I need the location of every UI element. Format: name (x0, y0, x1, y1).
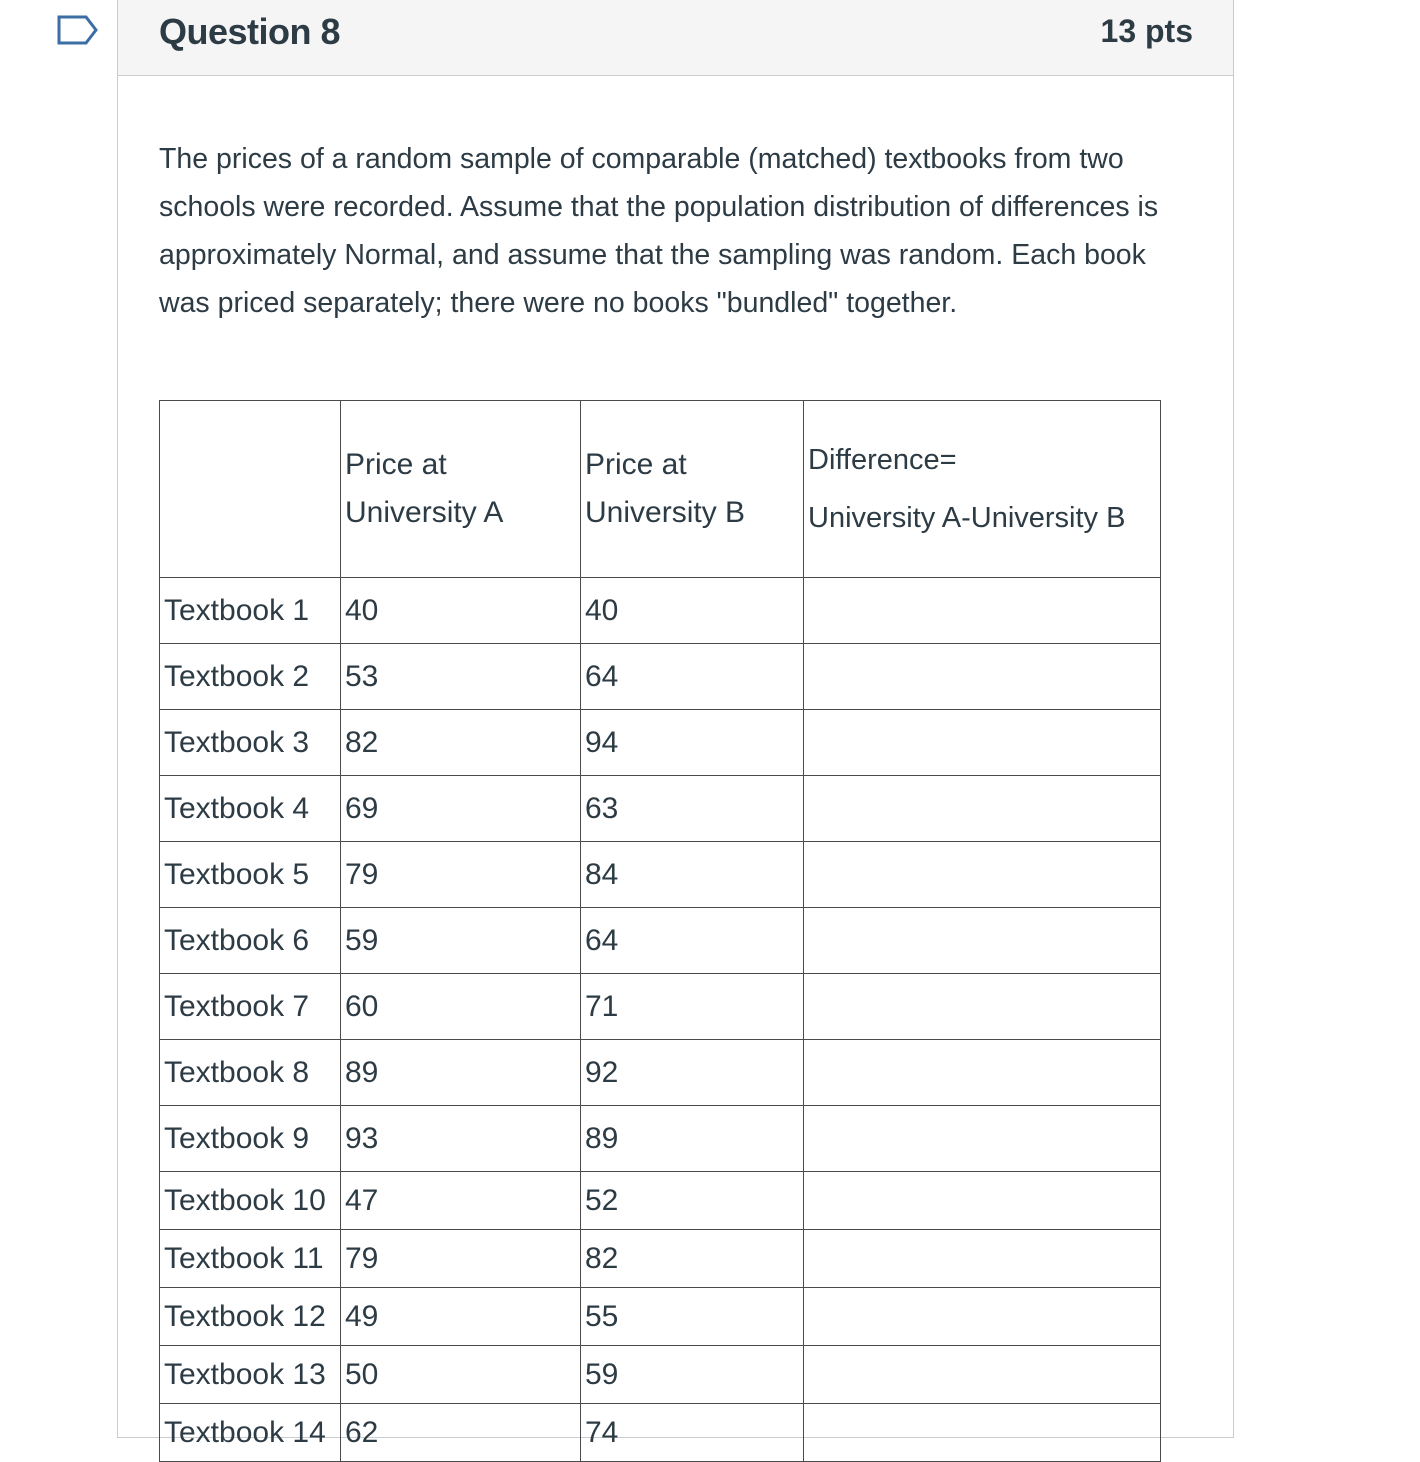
price-b-cell: 55 (581, 1288, 804, 1346)
textbook-label-cell: Textbook 6 (160, 908, 341, 974)
price-a-cell: 50 (341, 1346, 581, 1404)
difference-cell[interactable] (804, 1172, 1161, 1230)
textbook-label-cell: Textbook 9 (160, 1106, 341, 1172)
textbook-label-cell: Textbook 10 (160, 1172, 341, 1230)
price-a-cell: 47 (341, 1172, 581, 1230)
table-header-row (160, 401, 1161, 578)
price-b-cell: 84 (581, 842, 804, 908)
price-b-cell: 64 (581, 644, 804, 710)
price-a-cell: 60 (341, 974, 581, 1040)
table-row (160, 710, 1161, 776)
question-text: The prices of a random sample of comparable (matched) textbooks from two schools were recorded. Assume that the population distribution of differences is approximately Normal, and assume that the sampling was random. Each book was priced separately; there were no books "bundled" together. (159, 143, 1159, 319)
textbook-label-cell: Textbook 2 (160, 644, 341, 710)
table-row (160, 1230, 1161, 1288)
textbook-label-cell: Textbook 1 (160, 578, 341, 644)
flag-outline-icon[interactable] (56, 14, 100, 46)
price-b-cell: 59 (581, 1346, 804, 1404)
difference-cell[interactable] (804, 776, 1161, 842)
difference-cell[interactable] (804, 1288, 1161, 1346)
textbook-price-table (159, 400, 1161, 1462)
textbook-label-cell: Textbook 5 (160, 842, 341, 908)
textbook-label-cell: Textbook 12 (160, 1288, 341, 1346)
question-header (118, 0, 1233, 76)
table-row (160, 776, 1161, 842)
table-row (160, 578, 1161, 644)
price-b-cell: 89 (581, 1106, 804, 1172)
price-b-cell: 52 (581, 1172, 804, 1230)
textbook-label-cell: Textbook 4 (160, 776, 341, 842)
header-label-cell (160, 401, 341, 578)
difference-cell[interactable] (804, 578, 1161, 644)
difference-cell[interactable] (804, 908, 1161, 974)
header-difference (804, 401, 1161, 578)
header-price-b (581, 401, 804, 578)
difference-cell[interactable] (804, 974, 1161, 1040)
textbook-label-cell: Textbook 13 (160, 1346, 341, 1404)
table-row (160, 842, 1161, 908)
difference-cell[interactable] (804, 1040, 1161, 1106)
price-a-cell: 93 (341, 1106, 581, 1172)
price-a-cell: 82 (341, 710, 581, 776)
table-row (160, 1040, 1161, 1106)
header-difference-line1: Difference= (808, 444, 957, 476)
price-b-cell: 71 (581, 974, 804, 1040)
price-b-cell: 40 (581, 578, 804, 644)
price-a-cell: 40 (341, 578, 581, 644)
price-b-cell: 92 (581, 1040, 804, 1106)
price-b-cell: 64 (581, 908, 804, 974)
table-row (160, 1106, 1161, 1172)
price-a-cell: 79 (341, 1230, 581, 1288)
price-a-cell: 89 (341, 1040, 581, 1106)
difference-cell[interactable] (804, 1346, 1161, 1404)
price-a-cell: 79 (341, 842, 581, 908)
price-a-cell: 59 (341, 908, 581, 974)
table-row (160, 908, 1161, 974)
table-row (160, 644, 1161, 710)
price-b-cell: 63 (581, 776, 804, 842)
price-a-cell: 49 (341, 1288, 581, 1346)
table-row (160, 1288, 1161, 1346)
textbook-label-cell: Textbook 14 (160, 1404, 341, 1462)
table-row (160, 974, 1161, 1040)
price-a-cell: 62 (341, 1404, 581, 1462)
difference-cell[interactable] (804, 1106, 1161, 1172)
difference-cell[interactable] (804, 710, 1161, 776)
price-a-cell: 69 (341, 776, 581, 842)
table-body (160, 578, 1161, 1462)
header-price-a-line1: Price at (345, 448, 447, 481)
price-b-cell: 94 (581, 710, 804, 776)
difference-cell[interactable] (804, 644, 1161, 710)
header-difference-line2: University A-University B (808, 502, 1126, 534)
price-b-cell: 82 (581, 1230, 804, 1288)
header-price-b-line2: University B (585, 496, 746, 529)
header-price-a-line2: University A (345, 496, 504, 529)
textbook-label-cell: Textbook 11 (160, 1230, 341, 1288)
question-points: 13 pts (1100, 13, 1193, 49)
question-title: Question 8 (159, 11, 341, 52)
difference-cell[interactable] (804, 842, 1161, 908)
price-b-cell: 74 (581, 1404, 804, 1462)
table-row (160, 1346, 1161, 1404)
difference-cell[interactable] (804, 1404, 1161, 1462)
table-row (160, 1172, 1161, 1230)
textbook-label-cell: Textbook 3 (160, 710, 341, 776)
price-a-cell: 53 (341, 644, 581, 710)
table-row (160, 1404, 1161, 1462)
header-price-b-line1: Price at (585, 448, 687, 481)
textbook-label-cell: Textbook 8 (160, 1040, 341, 1106)
difference-cell[interactable] (804, 1230, 1161, 1288)
question-card (117, 0, 1234, 1449)
header-price-a (341, 401, 581, 578)
textbook-label-cell: Textbook 7 (160, 974, 341, 1040)
